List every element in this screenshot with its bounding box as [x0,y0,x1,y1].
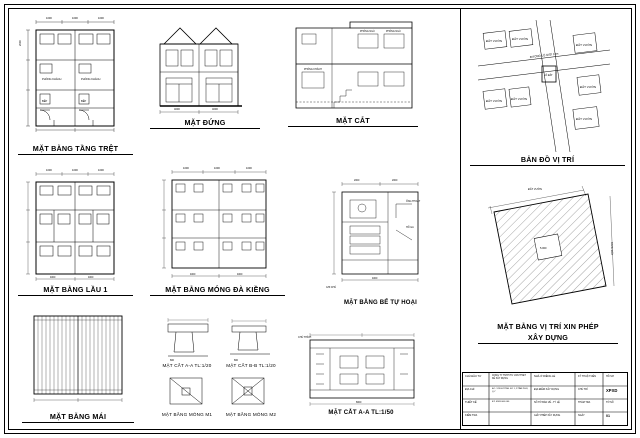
title-block-cell-r3c5: TỜ SỐ [606,401,614,404]
drawing-foundation-plan [150,160,285,282]
drawing-stair-detail-2 [222,372,278,412]
title-block-cell-r1c1: CHỦ ĐẦU TƯ [465,375,482,378]
svg-text:5.000: 5.000 [540,247,547,250]
svg-text:2000: 2000 [392,179,398,182]
svg-text:4000: 4000 [50,276,56,279]
label-stair-detail-2: MẶT BẰNG MÓNG M2 [225,412,277,417]
svg-text:800: 800 [170,359,174,362]
title-block-cell-r1c3: NHÀ Ở RIÊNG LẺ [534,375,556,378]
svg-text:ĐẤT VƯỜN: ĐẤT VƯỜN [580,85,597,89]
title-block-cell-r2c1: ĐỊA CHỈ [465,388,475,391]
svg-text:ỐNG THOÁT: ỐNG THOÁT [406,200,421,203]
title-block-cell-r1c5: HỒ SƠ [606,375,614,378]
svg-text:1000: 1000 [46,169,52,172]
svg-text:800: 800 [234,359,238,362]
drawing-septic-plan [318,170,443,295]
drawing-detail-a [160,318,216,362]
svg-text:1000: 1000 [98,169,104,172]
svg-text:2000: 2000 [19,40,22,46]
label-foundation-plan: MẶT BẰNG MÓNG ĐÀ KIỀNG [150,285,285,296]
svg-text:LÔ ĐẤT: LÔ ĐẤT [544,74,553,77]
svg-text:ĐẤT VƯỜN: ĐẤT VƯỜN [512,37,529,41]
svg-text:1000: 1000 [183,167,189,170]
drawing-section [288,12,418,112]
label-detail-b: MẶT CẮT B-B TL:1/20 [226,363,276,368]
svg-text:4000: 4000 [237,273,243,276]
drawing-stair-detail-1 [160,372,216,412]
label-ground-floor-plan: MẶT BẰNG TẦNG TRỆT [18,144,133,155]
svg-text:8000: 8000 [356,401,362,404]
title-block-cell-r4c5: 01 [606,414,610,418]
label-site-permit-plan-1: MẶT BẰNG VỊ TRÍ XIN PHÉP [497,322,599,331]
drawing-site-permit-plan [478,182,618,317]
svg-text:1000: 1000 [72,169,78,172]
svg-text:1000: 1000 [46,17,52,20]
title-block-cell-r2c5: XPXD [606,388,618,393]
svg-text:PHÒNG NGỦ: PHÒNG NGỦ [360,30,375,33]
title-block [462,372,628,426]
drawing-electrical-plan [296,330,426,408]
svg-text:ĐẤT VƯỜN: ĐẤT VƯỜN [511,97,528,101]
title-block-cell-r4c1: KIỂM TRA [465,414,478,417]
label-first-floor-plan: MẶT BẰNG LẦU 1 [18,285,133,296]
title-block-cell-r3c2: ĐT: 0903 000 000 [492,401,510,403]
title-block-cell-r4c2 [491,413,530,424]
label-elevation: MẶT ĐỨNG [150,118,260,129]
svg-text:GHI CHÚ: GHI CHÚ [326,286,337,289]
svg-text:ĐẤT VƯỜN: ĐẤT VƯỜN [528,188,542,191]
drawing-location-map [470,12,625,162]
title-block-cell-r3c1: THIẾT KẾ [465,401,477,404]
svg-text:ĐẤT VƯỜN: ĐẤT VƯỜN [486,39,503,43]
svg-text:BẾP: BẾP [42,100,48,103]
svg-text:ĐẤT VƯỜN: ĐẤT VƯỜN [576,117,593,121]
drawing-first-floor-plan [18,166,133,282]
svg-text:RANH ĐẤT: RANH ĐẤT [610,242,613,256]
svg-text:ĐƯỜNG LỘ GIỚI 12m: ĐƯỜNG LỘ GIỚI 12m [529,51,559,59]
svg-text:4000: 4000 [174,108,180,111]
sheet-vertical-divider [460,8,461,430]
title-block-cell-r3c3: SỐ TỜ BẢN VẼ - TỶ LỆ [534,401,560,404]
svg-text:ĐẤT VƯỜN: ĐẤT VƯỜN [486,99,503,103]
label-detail-a: MẶT CẮT A-A TL:1/20 [162,363,212,368]
drawing-detail-b [222,318,278,362]
label-site-permit-plan-2: XÂY DỰNG [478,333,618,344]
svg-text:1000: 1000 [246,167,252,170]
title-block-cell-r2c2: ĐC: 123 ĐƯỜNG SỐ 1, P.TÂN PHÚ, Q.7 [492,388,529,393]
label-section: MẶT CẮT [288,116,418,127]
title-block-cell-r3c4: THẨM TRA [578,401,591,404]
label-electrical-plan: MẶT CẮT A-A TL:1/50 [328,410,394,416]
svg-text:4000: 4000 [212,108,218,111]
title-block-cell-r1c4: KỸ THUẬT VIÊN [578,375,596,378]
svg-text:4000: 4000 [190,273,196,276]
drawing-roof-plan [22,308,134,404]
svg-text:PHÒNG KHÁCH: PHÒNG KHÁCH [304,68,322,71]
title-block-cell-r2c3: ĐỊA ĐIỂM XÂY DỰNG [534,388,560,391]
svg-text:1000: 1000 [98,17,104,20]
label-stair-detail-1: MẶT BẰNG MÓNG M1 [161,412,213,417]
svg-text:PHÒNG NGỦ: PHÒNG NGỦ [386,30,401,33]
label-location-map: BẢN ĐỒ VỊ TRÍ [470,155,625,166]
svg-text:ĐẤT VƯỜN: ĐẤT VƯỜN [576,43,593,47]
svg-text:1000: 1000 [72,17,78,20]
svg-text:CHÚ THÍCH:: CHÚ THÍCH: [298,336,312,339]
svg-text:4000: 4000 [88,276,94,279]
svg-text:HỐ GA: HỐ GA [406,226,414,229]
drawing-ground-floor-plan [18,14,133,134]
svg-text:1000: 1000 [214,167,220,170]
title-block-cell-r2c4: CHỦ TRÌ [578,388,588,391]
svg-text:PHÒNG KHÁCH: PHÒNG KHÁCH [42,78,62,81]
svg-text:PHÒNG KHÁCH: PHÒNG KHÁCH [81,78,101,81]
title-block-cell-r4c4: NGÀY [578,414,585,417]
title-block-cell-r4c3: GIẤY PHÉP XÂY DỰNG [534,414,561,417]
title-block-cell-r1c2: CÔNG TY TNHH TƯ VẤN THIẾT KẾ XÂY DỰNG [492,375,526,380]
label-roof-plan: MẶT BẰNG MÁI [22,412,134,423]
svg-text:BẾP: BẾP [81,100,87,103]
drawing-elevation [150,14,260,114]
svg-text:2000: 2000 [354,179,360,182]
svg-text:4000: 4000 [372,277,378,280]
label-septic-plan: MẶT BẰNG BỂ TỰ HOẠI [343,300,418,306]
